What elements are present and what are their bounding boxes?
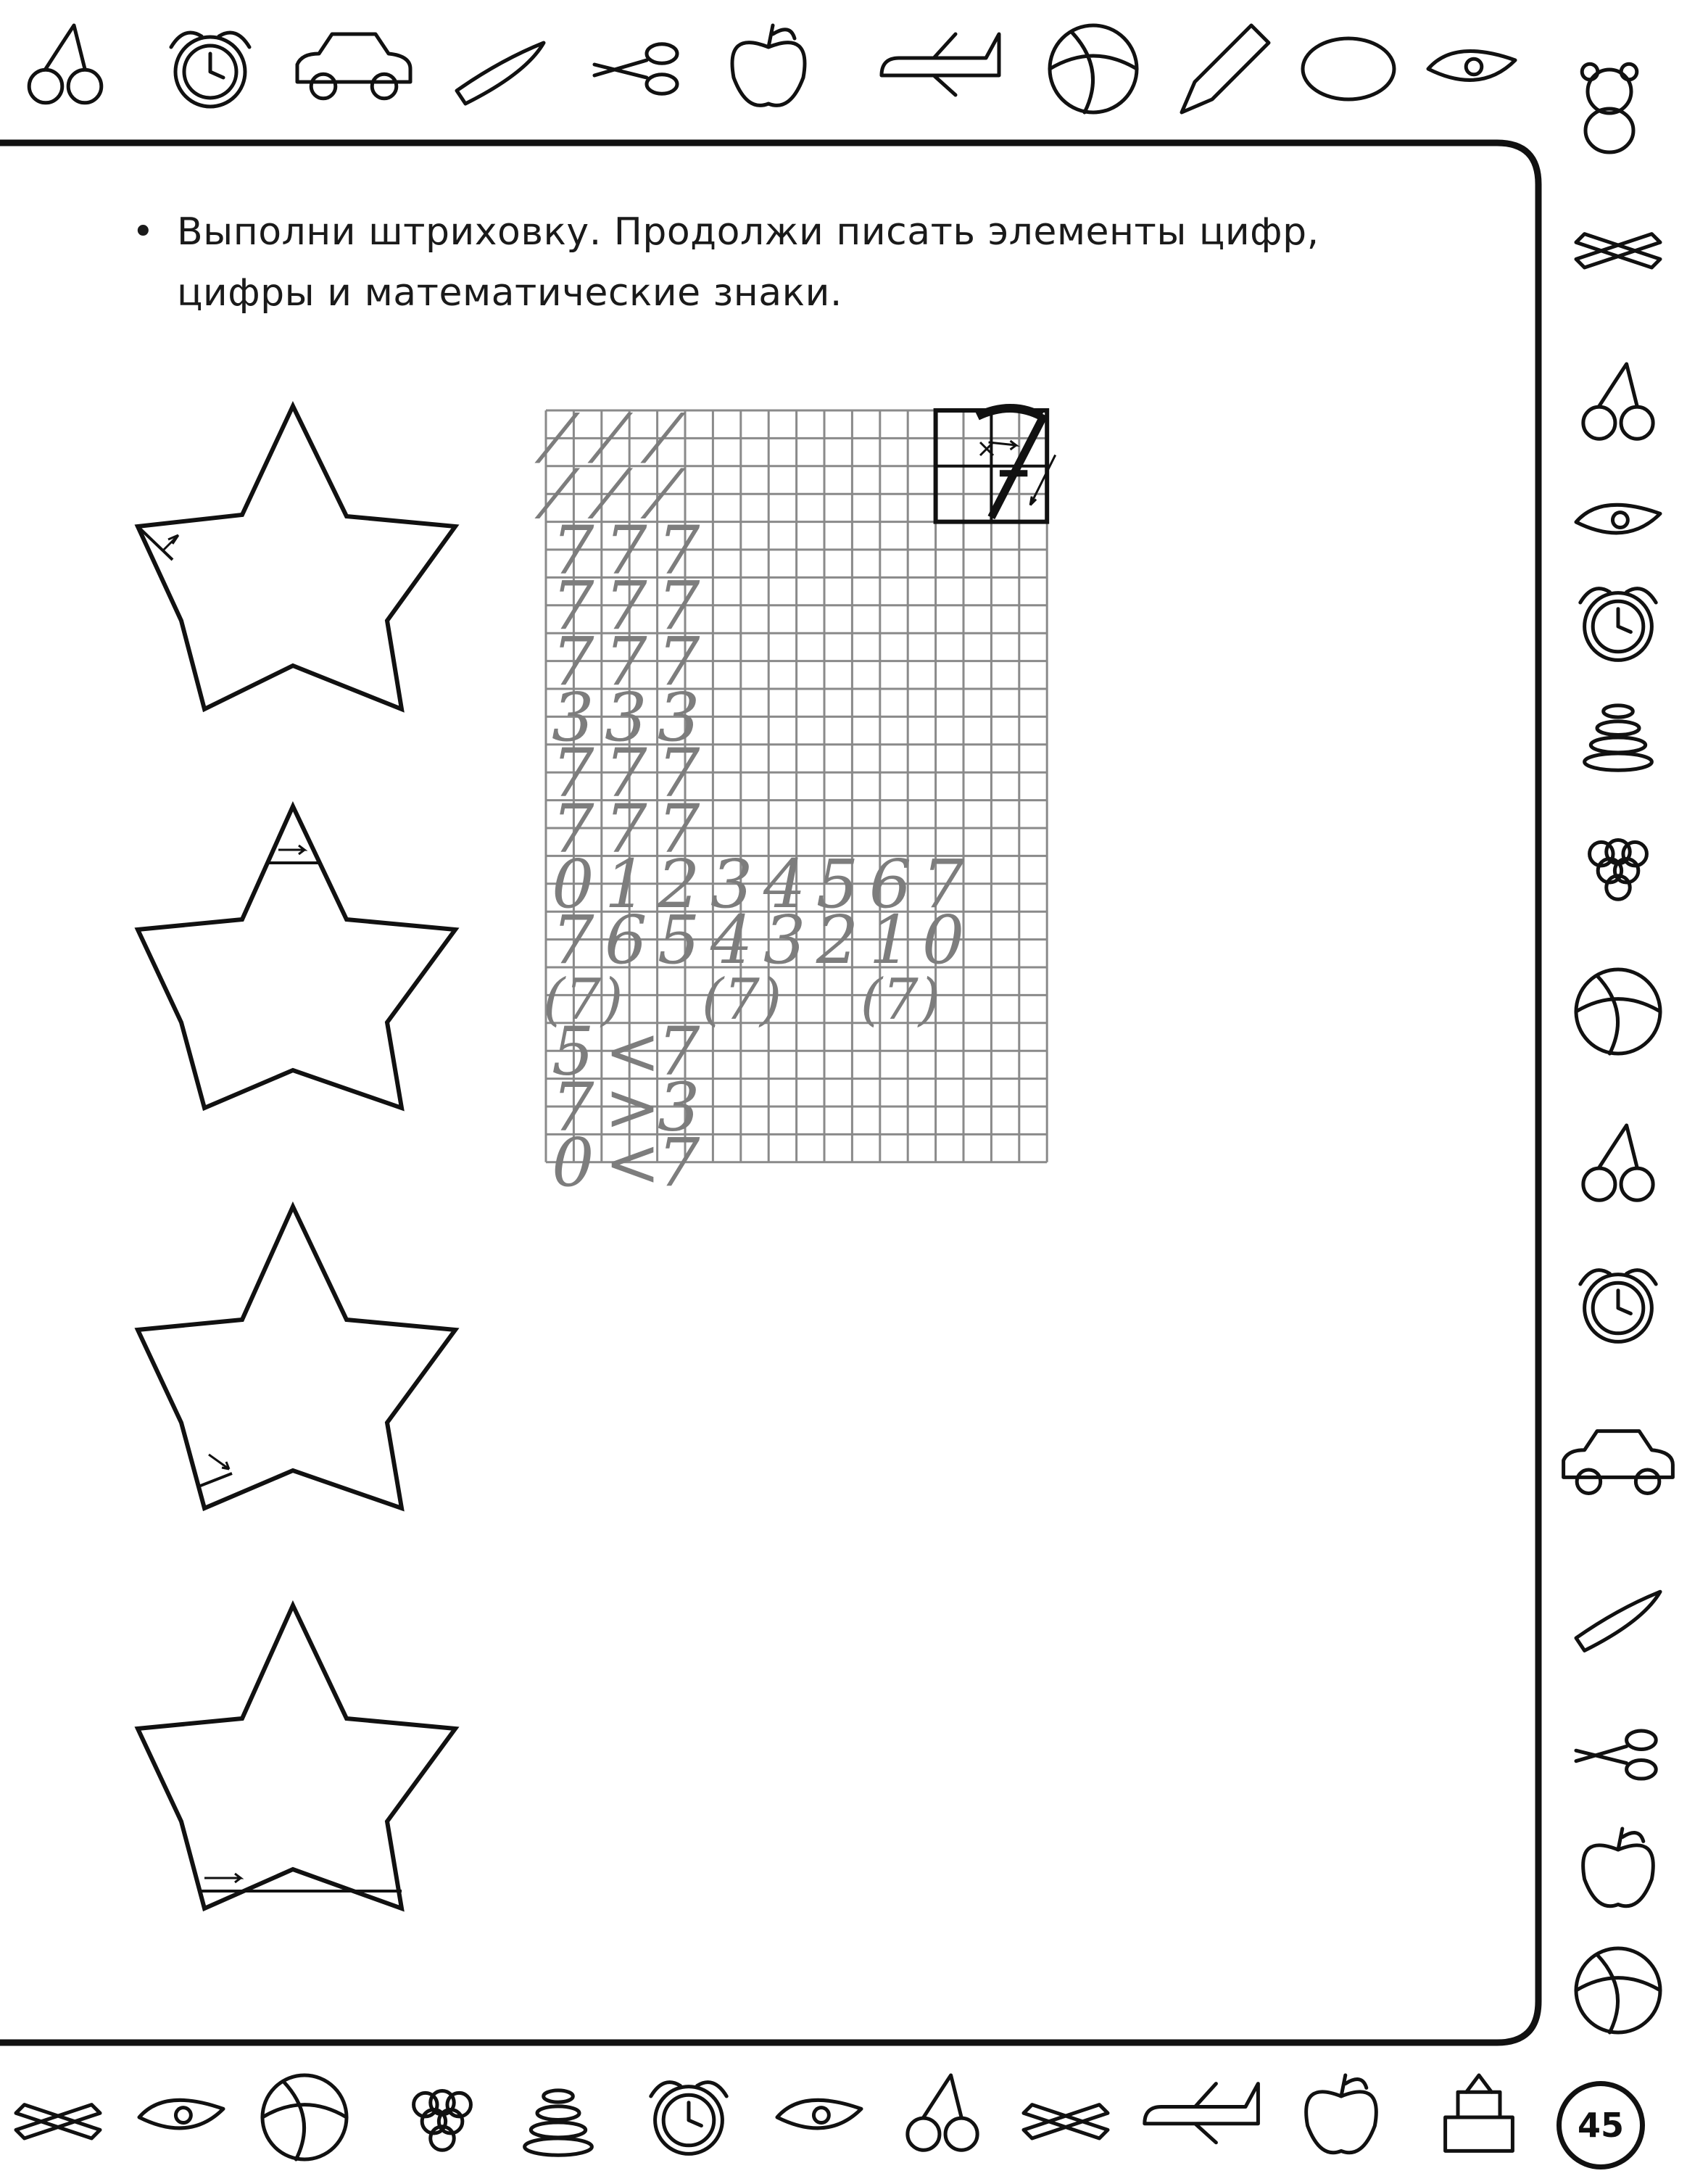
rocket-icon [1428,51,1515,80]
copy-glyph: 4 [763,845,806,924]
bullet-icon: • [132,210,155,254]
copy-glyph: 7 [604,511,647,590]
copy-glyph: 7 [604,567,647,645]
copy-glyph: ⁄ [604,400,616,478]
copy-glyph: 2 [816,901,859,979]
rocket-icon [139,2100,223,2128]
cherry-icon [1583,364,1653,439]
copy-glyph: 3 [763,901,806,979]
copy-glyph: 7 [552,567,594,645]
copy-glyph: 7 [552,623,594,700]
lemon-icon [1303,38,1394,99]
alarm-clock-icon [1580,1270,1656,1342]
page-number: 45 [1557,2081,1645,2169]
copy-glyph: 7 [657,1012,700,1091]
copy-glyph: 7 [657,511,700,590]
copy-glyph: 7 [657,1124,700,1202]
copy-glyph: 0 [552,1124,594,1202]
copy-glyph: 3 [710,845,753,924]
crayons-icon [16,2105,100,2138]
ball-icon [1050,25,1137,112]
copy-glyph: 7 [604,790,647,868]
copy-glyph: 6 [604,901,647,979]
alarm-clock-icon [1580,589,1656,661]
copy-glyph: 7 [604,623,647,700]
pyramid-toy-icon [525,2090,592,2155]
copy-glyph: ⁄ [604,455,616,534]
apple-icon [1306,2075,1377,2153]
copy-glyph: 7 [657,567,700,645]
copy-glyph: 3 [604,678,647,756]
car-icon [1564,1431,1673,1494]
rocket-icon [1576,505,1660,533]
copy-glyph: 7 [921,845,965,924]
copy-glyph: 7 [552,511,594,590]
instruction-line-1: Выполни штриховку. Продолжи писать элементы цифр, [177,210,1319,254]
copy-glyph: (7) [701,967,782,1033]
copy-glyph: 7 [657,790,700,868]
grapes-icon [414,2090,471,2150]
copy-glyph: 0 [921,901,965,979]
cherry-icon [29,25,101,103]
apple-icon [1583,1829,1654,1906]
copy-glyph: 7 [552,790,594,868]
copy-glyph: 7 [657,623,700,700]
copy-glyph: ⁄ [552,455,563,534]
copy-glyph: 7 [604,734,647,812]
copy-glyph: ⁄ [657,455,669,534]
copy-glyph: < [604,1012,661,1091]
copy-glyph: 7 [552,1068,594,1146]
pyramid-toy-icon [1585,706,1652,770]
copy-glyph: 6 [869,845,912,924]
copy-glyph: > [604,1068,661,1146]
ball-icon [262,2075,347,2159]
airplane-icon [1145,2084,1259,2143]
copy-glyph: ⁄ [657,400,669,478]
blocks-castle-icon [1446,2075,1513,2151]
alarm-clock-icon [651,2082,726,2154]
grapes-icon [1590,840,1647,899]
alarm-clock-icon [171,33,249,107]
copy-glyph: 4 [710,901,753,979]
crayons-icon [1024,2105,1108,2138]
scissors-icon [594,44,677,94]
ball-icon [1576,969,1660,1054]
copy-glyph: 7 [552,901,594,979]
airplane-icon [882,34,999,95]
copy-glyph: 0 [552,845,594,924]
copy-glyph: (7) [860,967,941,1033]
copy-glyph: ⁄ [552,400,563,478]
copy-glyph: 7 [552,734,594,812]
rocket-icon [777,2100,861,2128]
copy-glyph: 7 [657,734,700,812]
copy-glyph: 3 [552,678,594,756]
copy-glyph: < [604,1124,661,1202]
car-icon [297,34,410,99]
copy-glyph: (7) [543,967,623,1033]
scissors-icon [1576,1731,1656,1779]
cherries-icon [1583,1125,1653,1200]
crayons-icon [1576,234,1660,268]
copy-glyph: 3 [657,1068,700,1146]
copy-glyph: 1 [604,845,647,924]
copy-glyph: 1 [869,901,912,979]
copy-glyph: 5 [552,1012,594,1091]
copy-glyph: 3 [657,678,700,756]
teddy-bear-icon [1582,64,1637,152]
banana-icon [1576,1592,1660,1650]
ball-icon [1576,1948,1660,2032]
copy-glyph: 5 [657,901,700,979]
copy-glyph: 2 [657,845,700,924]
pencil-icon [1182,25,1269,112]
instruction-line-2: цифры и математические знаки. [177,271,842,315]
cherries-icon [908,2075,977,2150]
banana-icon [457,43,544,104]
apple-icon [732,25,805,105]
copy-glyph: 5 [816,845,859,924]
